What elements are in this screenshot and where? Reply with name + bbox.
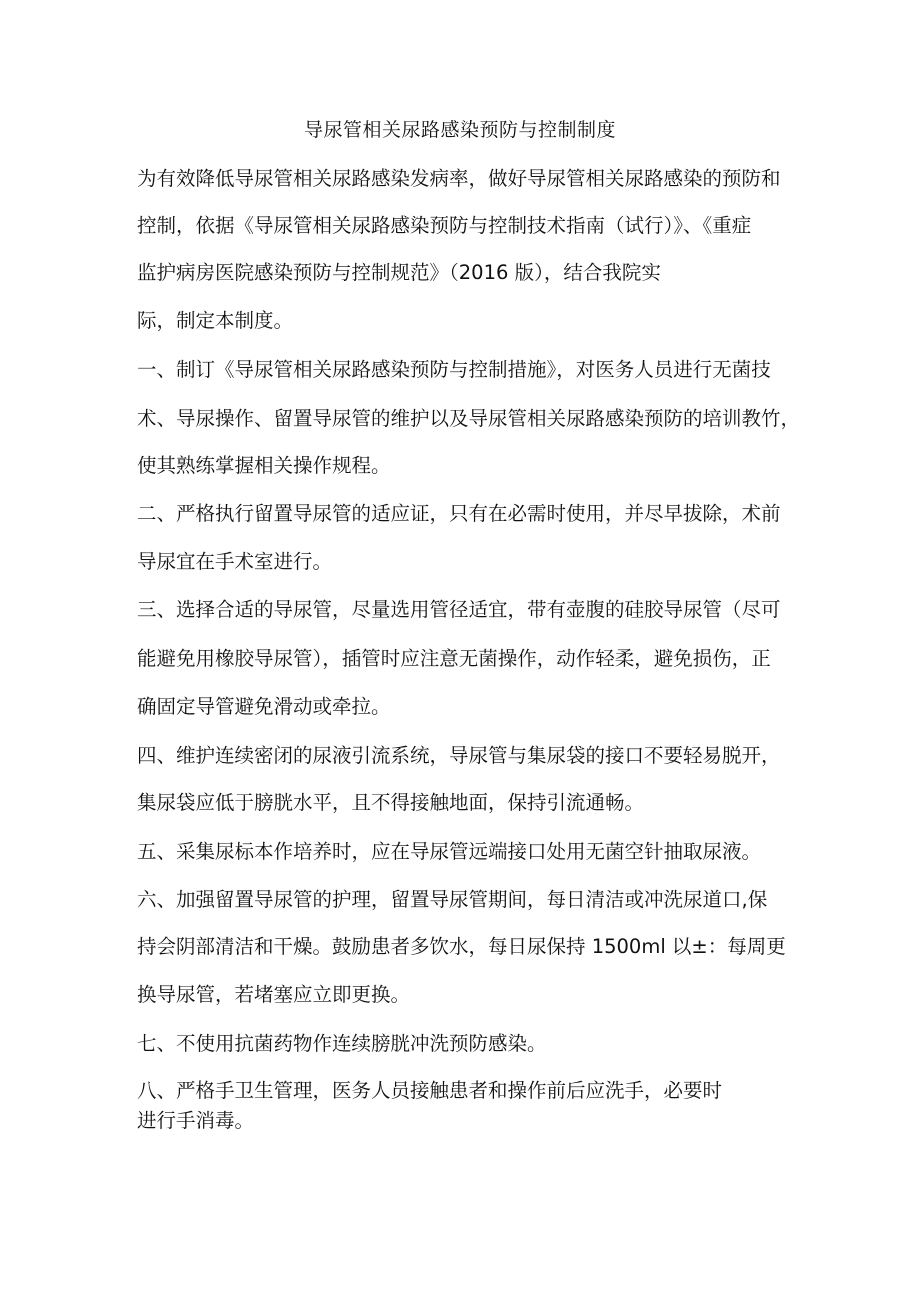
text-line-intro-3: 监护病房医院感染预防与控制规范》（2016 版），结合我院实 <box>137 261 661 284</box>
text-line-item-7-1: 七、不使用抗菌药物作连续膀胱冲洗预防感染。 <box>137 1032 547 1055</box>
text-line-item-8-1: 八、严格手卫生管理，医务人员接触患者和操作前后应洗手，必要时 <box>137 1079 723 1102</box>
text-line-item-2-1: 二、严格执行留置导尿管的适应证，只有在必需时使用，并尽早拔除，术前 <box>137 502 781 525</box>
document-title: 导尿管相关尿路感染预防与控制制度 <box>303 119 616 141</box>
text-line-item-3-2: 能避免用橡胶导尿管），插管时应注意无菌操作，动作轻柔，避免损伤，正 <box>137 647 771 670</box>
text-line-item-6-1: 六、加强留置导尿管的护理，留置导尿管期间，每日清洁或冲洗尿道口,保 <box>137 888 768 911</box>
text-line-item-2-2: 导尿宜在手术室进行。 <box>137 550 333 573</box>
text-line-item-4-2: 集尿袋应低于膀胱水平，且不得接触地面，保持引流通畅。 <box>137 791 645 814</box>
text-line-item-1-3: 使其熟练掌握相关操作规程。 <box>137 454 391 477</box>
text-line-item-6-3: 换导尿管，若堵塞应立即更换。 <box>137 983 411 1006</box>
text-line-item-4-1: 四、维护连续密闭的尿液引流系统，导尿管与集尿袋的接口不要轻易脱开， <box>137 744 781 767</box>
text-line-item-5-1: 五、采集尿标本作培养时，应在导尿管远端接口处用无菌空针抽取尿液。 <box>137 840 762 863</box>
text-line-item-6-2: 持会阴部清洁和干燥。鼓励患者多饮水，每日尿保持 1500ml 以±：每周更 <box>137 935 786 958</box>
text-line-intro-1: 为有效降低导尿管相关尿路感染发病率，做好导尿管相关尿路感染的预防和 <box>137 167 781 190</box>
text-line-intro-4: 际，制定本制度。 <box>137 309 294 332</box>
text-line-item-8-2: 进行手消毒。 <box>137 1109 255 1132</box>
text-line-item-1-2: 术、导尿操作、留置导尿管的维护以及导尿管相关尿路感染预防的培训教竹， <box>137 407 801 430</box>
text-line-item-3-1: 三、选择合适的导尿管，尽量选用管径适宜，带有壶腹的硅胶导尿管（尽可 <box>137 598 781 621</box>
text-line-item-1-1: 一、制订《导尿管相关尿路感染预防与控制措施》，对医务人员进行无菌技 <box>137 358 771 381</box>
text-line-intro-2: 控制，依据《导尿管相关尿路感染预防与控制技术指南（试行）》、《重症 <box>137 214 752 237</box>
text-line-item-3-3: 确固定导管避免滑动或牵拉。 <box>137 695 391 718</box>
